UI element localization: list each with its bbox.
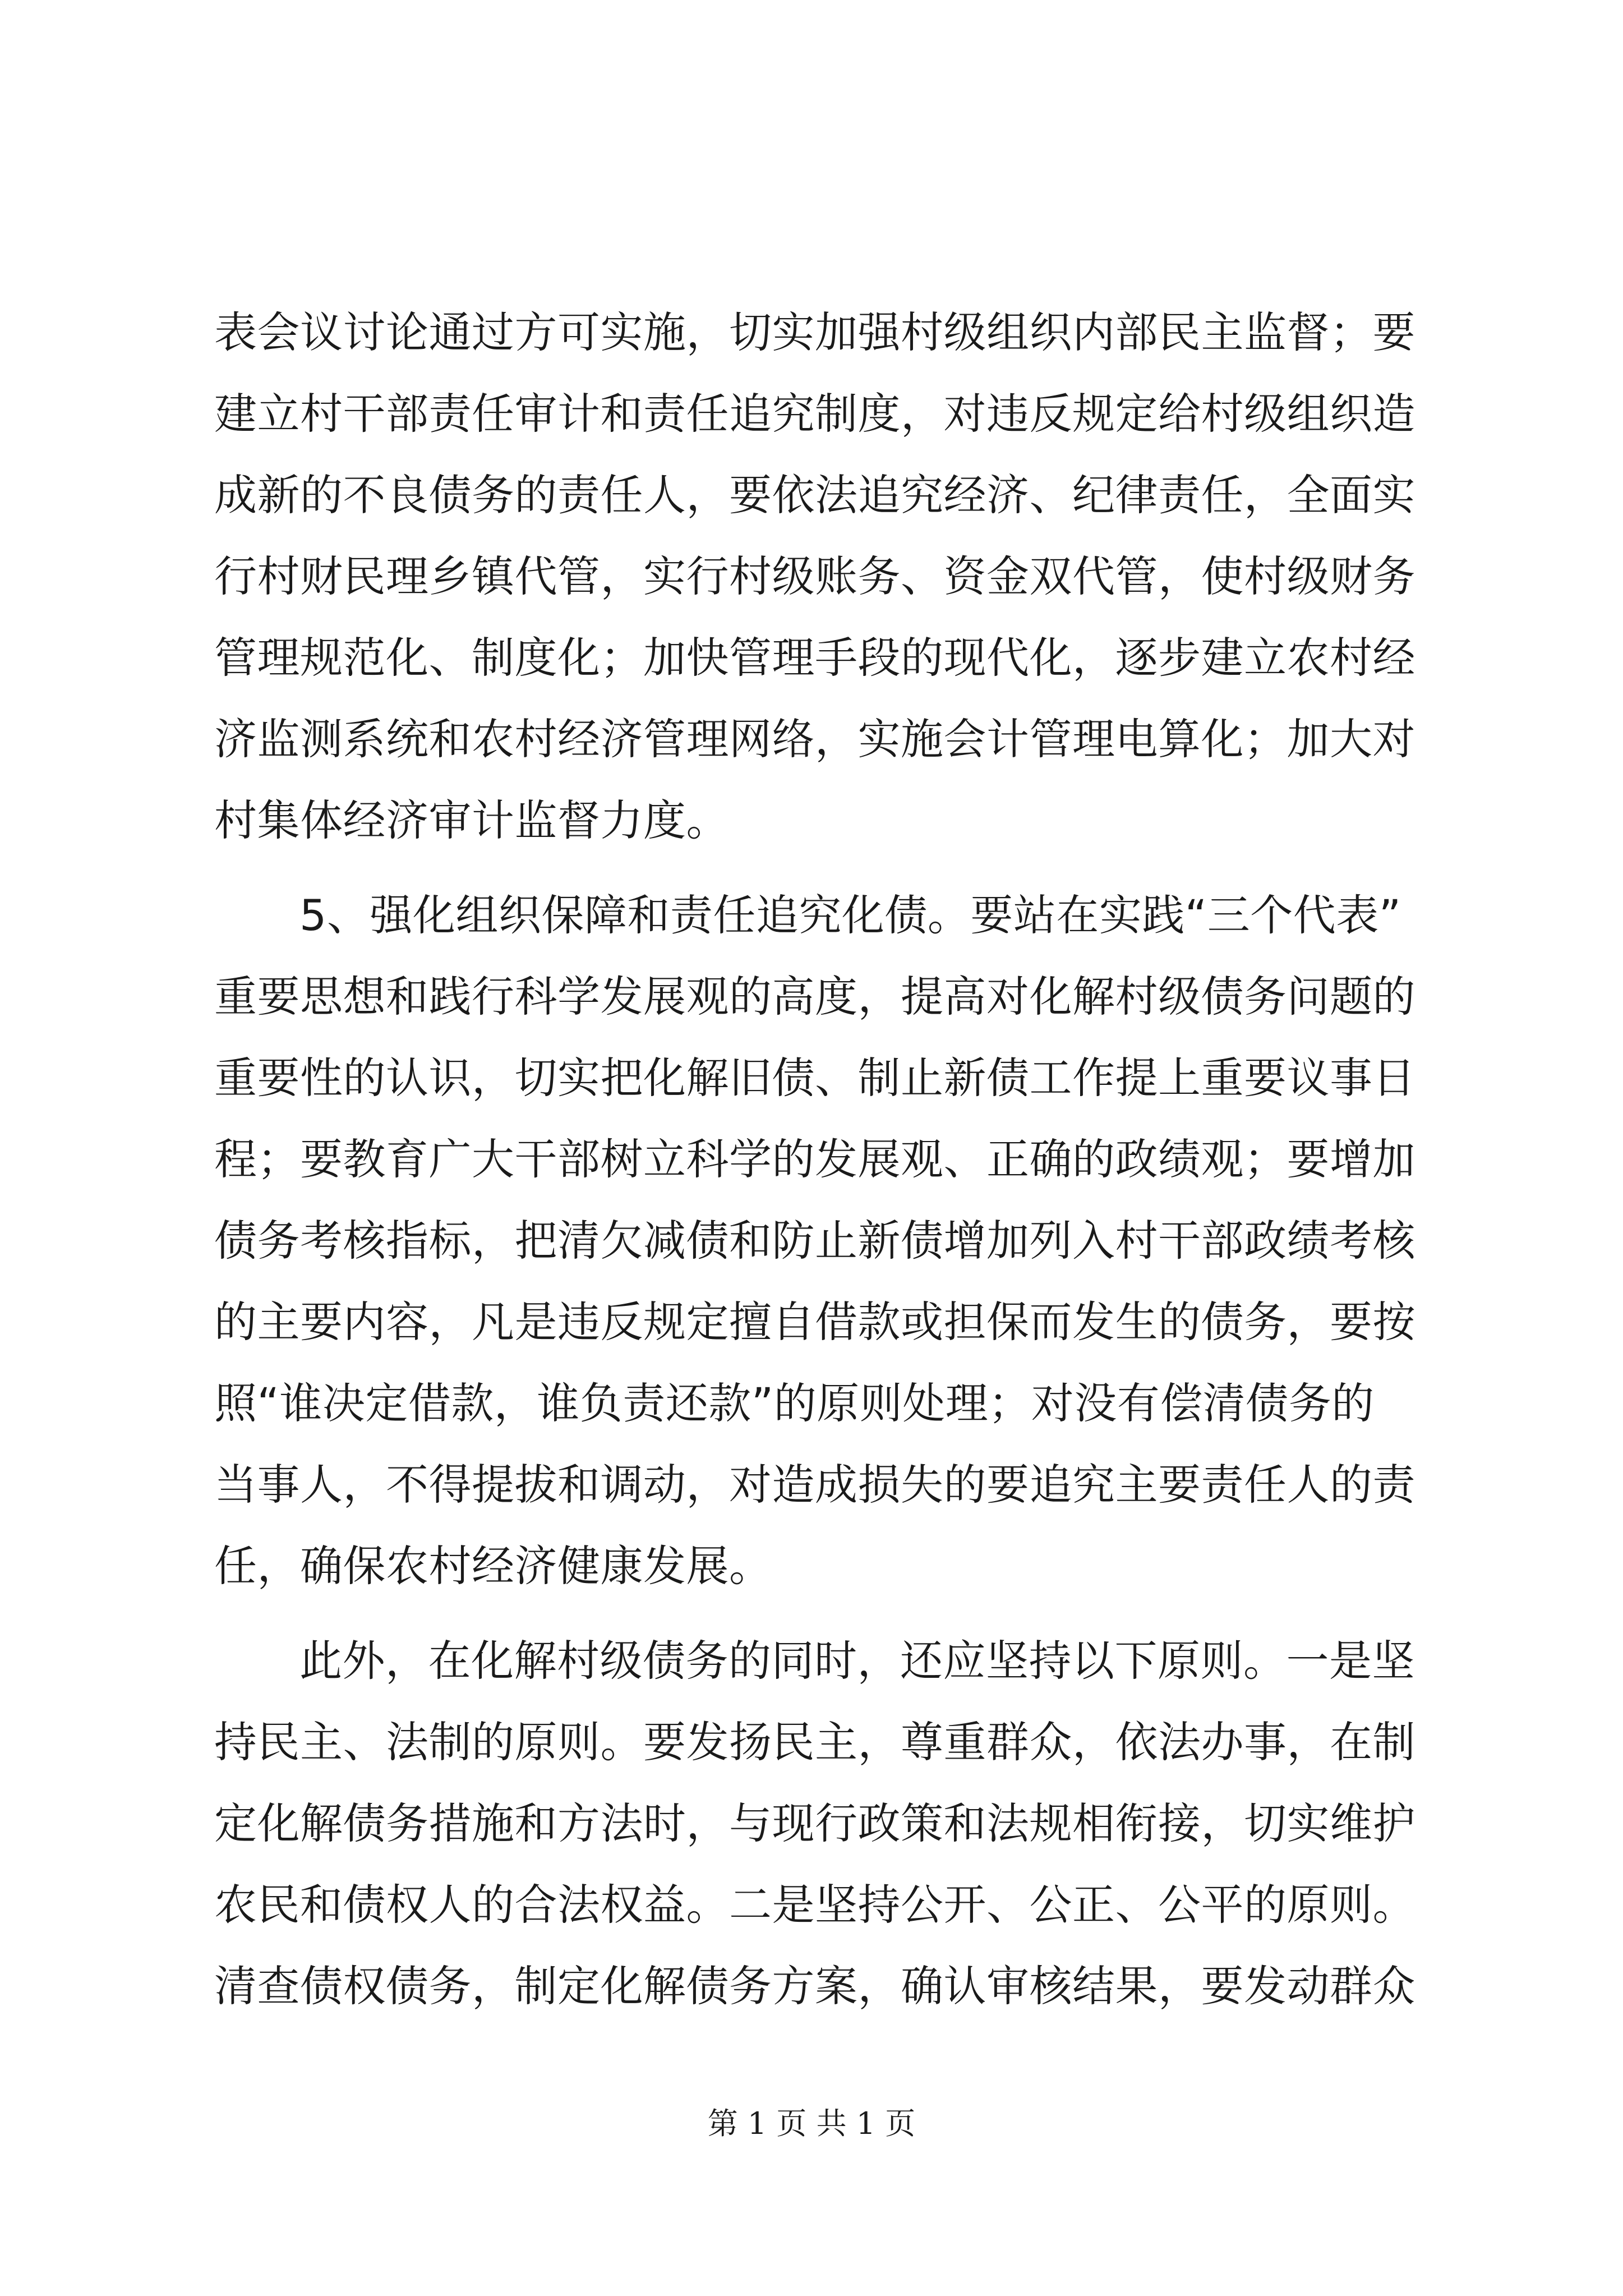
text-line: 管理规范化、制度化；加快管理手段的现代化，逐步建立农村经 (214, 633, 1415, 683)
text-line: 表会议讨论通过方可实施，切实加强村级组织内部民主监督；要 (214, 307, 1415, 357)
text-line: 此外，在化解村级债务的同时，还应坚持以下原则。一是坚 (299, 1636, 1415, 1686)
body-text (214, 292, 1414, 2027)
text-line: 重要思想和践行科学发展观的高度，提高对化解村级债务问题的 (214, 972, 1415, 1022)
text-line: 持民主、法制的原则。要发扬民主，尊重群众，依法办事，在制 (214, 1717, 1415, 1767)
text-line: 济监测系统和农村经济管理网络，实施会计管理电算化；加大对 (214, 714, 1415, 764)
text-line: 清查债权债务，制定化解债务方案，确认审核结果，要发动群众 (214, 1961, 1415, 2011)
text-line: 程；要教育广大干部树立科学的发展观、正确的政绩观；要增加 (214, 1134, 1415, 1184)
text-line: 行村财民理乡镇代管，实行村级账务、资金双代管，使村级财务 (214, 551, 1415, 601)
paragraph-3 (214, 1620, 1414, 2027)
text-line: 重要性的认识，切实把化解旧债、制止新债工作提上重要议事日 (214, 1053, 1415, 1103)
text-line: 债务考核指标，把清欠减债和防止新债增加列入村干部政绩考核 (214, 1216, 1415, 1266)
text-line: 的主要内容，凡是违反规定擅自借款或担保而发生的债务，要按 (214, 1297, 1415, 1347)
text-line: 照“谁决定借款，谁负责还款”的原则处理；对没有偿清债务的 (214, 1378, 1375, 1428)
page-footer: 第 1 页 共 1 页 (707, 2106, 916, 2141)
text-line: 建立村干部责任审计和责任追究制度，对违反规定给村级组织造 (214, 389, 1415, 439)
text-line: 农民和债权人的合法权益。二是坚持公开、公正、公平的原则。 (214, 1880, 1415, 1930)
text-line: 任，确保农村经济健康发展。 (214, 1541, 772, 1591)
text-line: 村集体经济审计监督力度。 (214, 795, 729, 845)
paragraph-2 (214, 875, 1414, 1607)
text-line: 5、强化组织保障和责任追究化债。要站在实践“三个代表” (299, 890, 1401, 940)
paragraph-1 (214, 292, 1414, 861)
text-line: 当事人，不得提拔和调动，对造成损失的要追究主要责任人的责 (214, 1460, 1415, 1510)
text-line: 定化解债务措施和方法时，与现行政策和法规相衔接，切实维护 (214, 1798, 1415, 1848)
text-line: 成新的不良债务的责任人，要依法追究经济、纪律责任，全面实 (214, 470, 1415, 520)
